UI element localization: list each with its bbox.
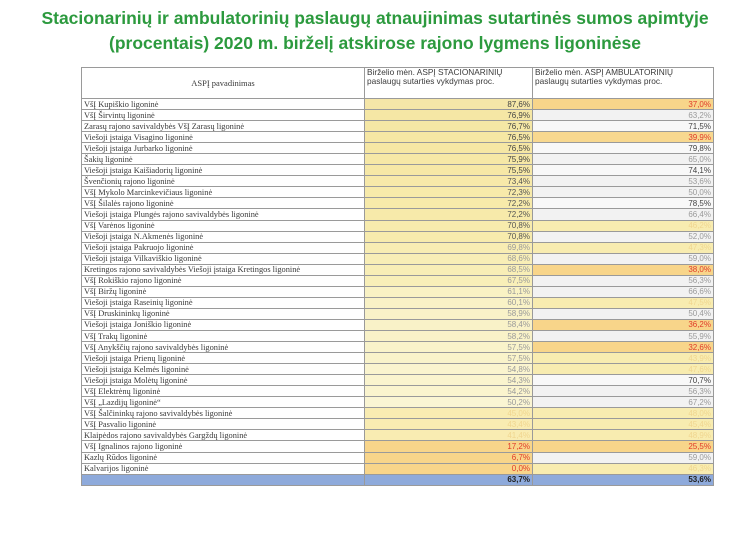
table-row [82, 353, 714, 364]
stationary-value-cell: 43,4% [365, 419, 533, 430]
stationary-value-cell: 41,4% [365, 430, 533, 441]
hospital-name-cell: Viešoji įstaiga Visagino ligoninė [82, 132, 365, 143]
hospital-name-cell: VšĮ Kupiškio ligoninė [82, 99, 365, 110]
total-stationary-cell: 63,7% [365, 474, 533, 485]
page-title [0, 6, 750, 56]
stationary-value-cell: 45,0% [365, 408, 533, 419]
hospital-name-cell: VšĮ Pasvalio ligoninė [82, 419, 365, 430]
table-row [82, 242, 714, 253]
ambulatory-value-cell: 79,8% [533, 143, 714, 154]
stationary-value-cell: 61,1% [365, 286, 533, 297]
table-row [82, 253, 714, 264]
stationary-value-cell: 58,9% [365, 308, 533, 319]
ambulatory-value-cell: 53,6% [533, 176, 714, 187]
hospital-table [81, 67, 714, 486]
table-row [82, 308, 714, 319]
stationary-value-cell: 54,3% [365, 375, 533, 386]
stationary-value-cell: 72,2% [365, 198, 533, 209]
table-header-row [82, 68, 714, 99]
stationary-value-cell: 54,8% [365, 364, 533, 375]
stationary-value-cell: 72,3% [365, 187, 533, 198]
ambulatory-value-cell: 70,7% [533, 375, 714, 386]
ambulatory-value-cell: 47,6% [533, 364, 714, 375]
ambulatory-value-cell: 50,0% [533, 187, 714, 198]
ambulatory-value-cell: 47,5% [533, 297, 714, 308]
stationary-value-cell: 69,8% [365, 242, 533, 253]
table-row [82, 99, 714, 110]
total-row [82, 474, 714, 485]
ambulatory-value-cell: 74,1% [533, 165, 714, 176]
table-row [82, 176, 714, 187]
table-row [82, 154, 714, 165]
hospital-name-cell: VšĮ Trakų ligoninė [82, 330, 365, 341]
hospital-name-cell: Viešoji įstaiga Prienų ligoninė [82, 353, 365, 364]
ambulatory-value-cell: 37,0% [533, 99, 714, 110]
ambulatory-value-cell: 48,0% [533, 408, 714, 419]
table-row [82, 397, 714, 408]
table-row [82, 452, 714, 463]
table-row [82, 286, 714, 297]
ambulatory-value-cell: 56,3% [533, 275, 714, 286]
table-row [82, 264, 714, 275]
table-row [82, 342, 714, 353]
table-row [82, 441, 714, 452]
table-body [82, 99, 714, 486]
stationary-value-cell: 0,0% [365, 463, 533, 474]
table-row [82, 165, 714, 176]
hospital-name-cell: VšĮ „Lazdijų ligoninė“ [82, 397, 365, 408]
stationary-value-cell: 54,2% [365, 386, 533, 397]
hospital-name-cell: VšĮ Širvintų ligoninė [82, 110, 365, 121]
hospital-name-cell: VšĮ Šilalės rajono ligoninė [82, 198, 365, 209]
table-row [82, 231, 714, 242]
stationary-value-cell: 73,4% [365, 176, 533, 187]
stationary-value-cell: 70,8% [365, 231, 533, 242]
ambulatory-value-cell: 78,5% [533, 198, 714, 209]
stationary-value-cell: 57,5% [365, 353, 533, 364]
stationary-value-cell: 68,6% [365, 253, 533, 264]
table-row [82, 408, 714, 419]
ambulatory-value-cell: 38,0% [533, 264, 714, 275]
table-row [82, 220, 714, 231]
table-row [82, 463, 714, 474]
table-row [82, 297, 714, 308]
hospital-name-cell: Kretingos rajono savivaldybės Viešoji įstaiga Kretingos ligoninė [82, 264, 365, 275]
stationary-value-cell: 75,9% [365, 154, 533, 165]
hospital-name-cell: Viešoji įstaiga Vilkaviškio ligoninė [82, 253, 365, 264]
ambulatory-value-cell: 36,2% [533, 319, 714, 330]
hospital-name-cell: VšĮ Šalčininkų rajono savivaldybės ligoninė [82, 408, 365, 419]
stationary-value-cell: 68,5% [365, 264, 533, 275]
ambulatory-value-cell: 66,4% [533, 209, 714, 220]
ambulatory-value-cell: 55,9% [533, 330, 714, 341]
stationary-value-cell: 6,7% [365, 452, 533, 463]
stationary-value-cell: 58,4% [365, 319, 533, 330]
stationary-value-cell: 17,2% [365, 441, 533, 452]
stationary-value-cell: 50,2% [365, 397, 533, 408]
ambulatory-value-cell: 25,5% [533, 441, 714, 452]
table-row [82, 143, 714, 154]
table-row [82, 319, 714, 330]
title-line-2: (procentais) 2020 m. birželį atskirose rajono lygmens ligoninėse [109, 33, 641, 53]
ambulatory-value-cell: 46,2% [533, 220, 714, 231]
stationary-value-cell: 58,2% [365, 330, 533, 341]
header-ambulatory-line-2: paslaugų sutarties vykdymas proc. [535, 76, 663, 86]
hospital-name-cell: Viešoji įstaiga Jurbarko ligoninė [82, 143, 365, 154]
table-row [82, 110, 714, 121]
ambulatory-value-cell: 66,6% [533, 286, 714, 297]
table-row [82, 121, 714, 132]
hospital-name-cell: VšĮ Anykščių rajono savivaldybės ligoninė [82, 342, 365, 353]
ambulatory-value-cell: 52,0% [533, 231, 714, 242]
hospital-name-cell: Viešoji įstaiga Pakruojo ligoninė [82, 242, 365, 253]
ambulatory-value-cell: 45,4% [533, 419, 714, 430]
hospital-name-cell: VšĮ Druskininkų ligoninė [82, 308, 365, 319]
ambulatory-value-cell: 32,6% [533, 342, 714, 353]
table-row [82, 375, 714, 386]
table-row [82, 430, 714, 441]
header-ambulatory-line-1: Birželio mėn. ASPĮ AMBULATORINIŲ [535, 67, 674, 77]
ambulatory-value-cell: 43,9% [533, 353, 714, 364]
stationary-value-cell: 67,5% [365, 275, 533, 286]
title-line-1: Stacionarinių ir ambulatorinių paslaugų atnaujinimas sutartinės sumos apimtyje [41, 8, 709, 28]
hospital-name-cell: Viešoji įstaiga Plungės rajono savivaldybės ligoninė [82, 209, 365, 220]
hospital-name-cell: Viešoji įstaiga Joniškio ligoninė [82, 319, 365, 330]
stationary-value-cell: 70,8% [365, 220, 533, 231]
ambulatory-value-cell: 59,0% [533, 452, 714, 463]
total-ambulatory-cell: 53,6% [533, 474, 714, 485]
header-stationary [365, 68, 533, 99]
table-row [82, 330, 714, 341]
hospital-name-cell: Viešoji įstaiga Kelmės ligoninė [82, 364, 365, 375]
header-hospital-name: ASPĮ pavadinimas [82, 68, 365, 99]
ambulatory-value-cell: 65,0% [533, 154, 714, 165]
stationary-value-cell: 76,7% [365, 121, 533, 132]
hospital-name-cell: VšĮ Mykolo Marcinkevičiaus ligoninė [82, 187, 365, 198]
stationary-value-cell: 76,5% [365, 132, 533, 143]
header-ambulatory [533, 68, 714, 99]
table-row [82, 386, 714, 397]
hospital-name-cell: Viešoji įstaiga Molėtų ligoninė [82, 375, 365, 386]
ambulatory-value-cell: 50,4% [533, 308, 714, 319]
ambulatory-value-cell: 56,3% [533, 386, 714, 397]
total-label-cell [82, 474, 365, 485]
stationary-value-cell: 57,5% [365, 342, 533, 353]
table-row [82, 187, 714, 198]
table-row [82, 419, 714, 430]
table-row [82, 275, 714, 286]
hospital-name-cell: Kalvarijos ligoninė [82, 463, 365, 474]
ambulatory-value-cell: 71,5% [533, 121, 714, 132]
hospital-name-cell: VšĮ Ignalinos rajono ligoninė [82, 441, 365, 452]
table-row [82, 198, 714, 209]
hospital-name-cell: VšĮ Elektrėnų ligoninė [82, 386, 365, 397]
hospital-name-cell: VšĮ Varėnos ligoninė [82, 220, 365, 231]
ambulatory-value-cell: 67,2% [533, 397, 714, 408]
hospital-name-cell: Viešoji įstaiga Raseinių ligoninė [82, 297, 365, 308]
stationary-value-cell: 75,5% [365, 165, 533, 176]
ambulatory-value-cell: 59,0% [533, 253, 714, 264]
hospital-name-cell: Šakių ligoninė [82, 154, 365, 165]
header-stationary-line-1: Birželio mėn. ASPĮ STACIONARINIŲ [367, 67, 503, 77]
stationary-value-cell: 60,1% [365, 297, 533, 308]
hospital-name-cell: VšĮ Rokiškio rajono ligoninė [82, 275, 365, 286]
hospital-name-cell: Klaipėdos rajono savivaldybės Gargždų ligoninė [82, 430, 365, 441]
header-stationary-line-2: paslaugų sutarties vykdymas proc. [367, 76, 495, 86]
hospital-name-cell: Viešoji įstaiga Kaišiadorių ligoninė [82, 165, 365, 176]
stationary-value-cell: 87,6% [365, 99, 533, 110]
hospital-name-cell: Švenčionių rajono ligoninė [82, 176, 365, 187]
hospital-name-cell: Kazlų Rūdos ligoninė [82, 452, 365, 463]
ambulatory-value-cell: 47,3% [533, 242, 714, 253]
hospital-name-cell: Zarasų rajono savivaldybės VšĮ Zarasų ligoninė [82, 121, 365, 132]
ambulatory-value-cell: 46,3% [533, 463, 714, 474]
stationary-value-cell: 72,2% [365, 209, 533, 220]
table-row [82, 364, 714, 375]
ambulatory-value-cell: 63,2% [533, 110, 714, 121]
ambulatory-value-cell: 48,9% [533, 430, 714, 441]
hospital-name-cell: VšĮ Biržų ligoninė [82, 286, 365, 297]
hospital-name-cell: Viešoji įstaiga N.Akmenės ligoninė [82, 231, 365, 242]
stationary-value-cell: 76,5% [365, 143, 533, 154]
stationary-value-cell: 76,9% [365, 110, 533, 121]
table-row [82, 209, 714, 220]
table-row [82, 132, 714, 143]
ambulatory-value-cell: 39,9% [533, 132, 714, 143]
